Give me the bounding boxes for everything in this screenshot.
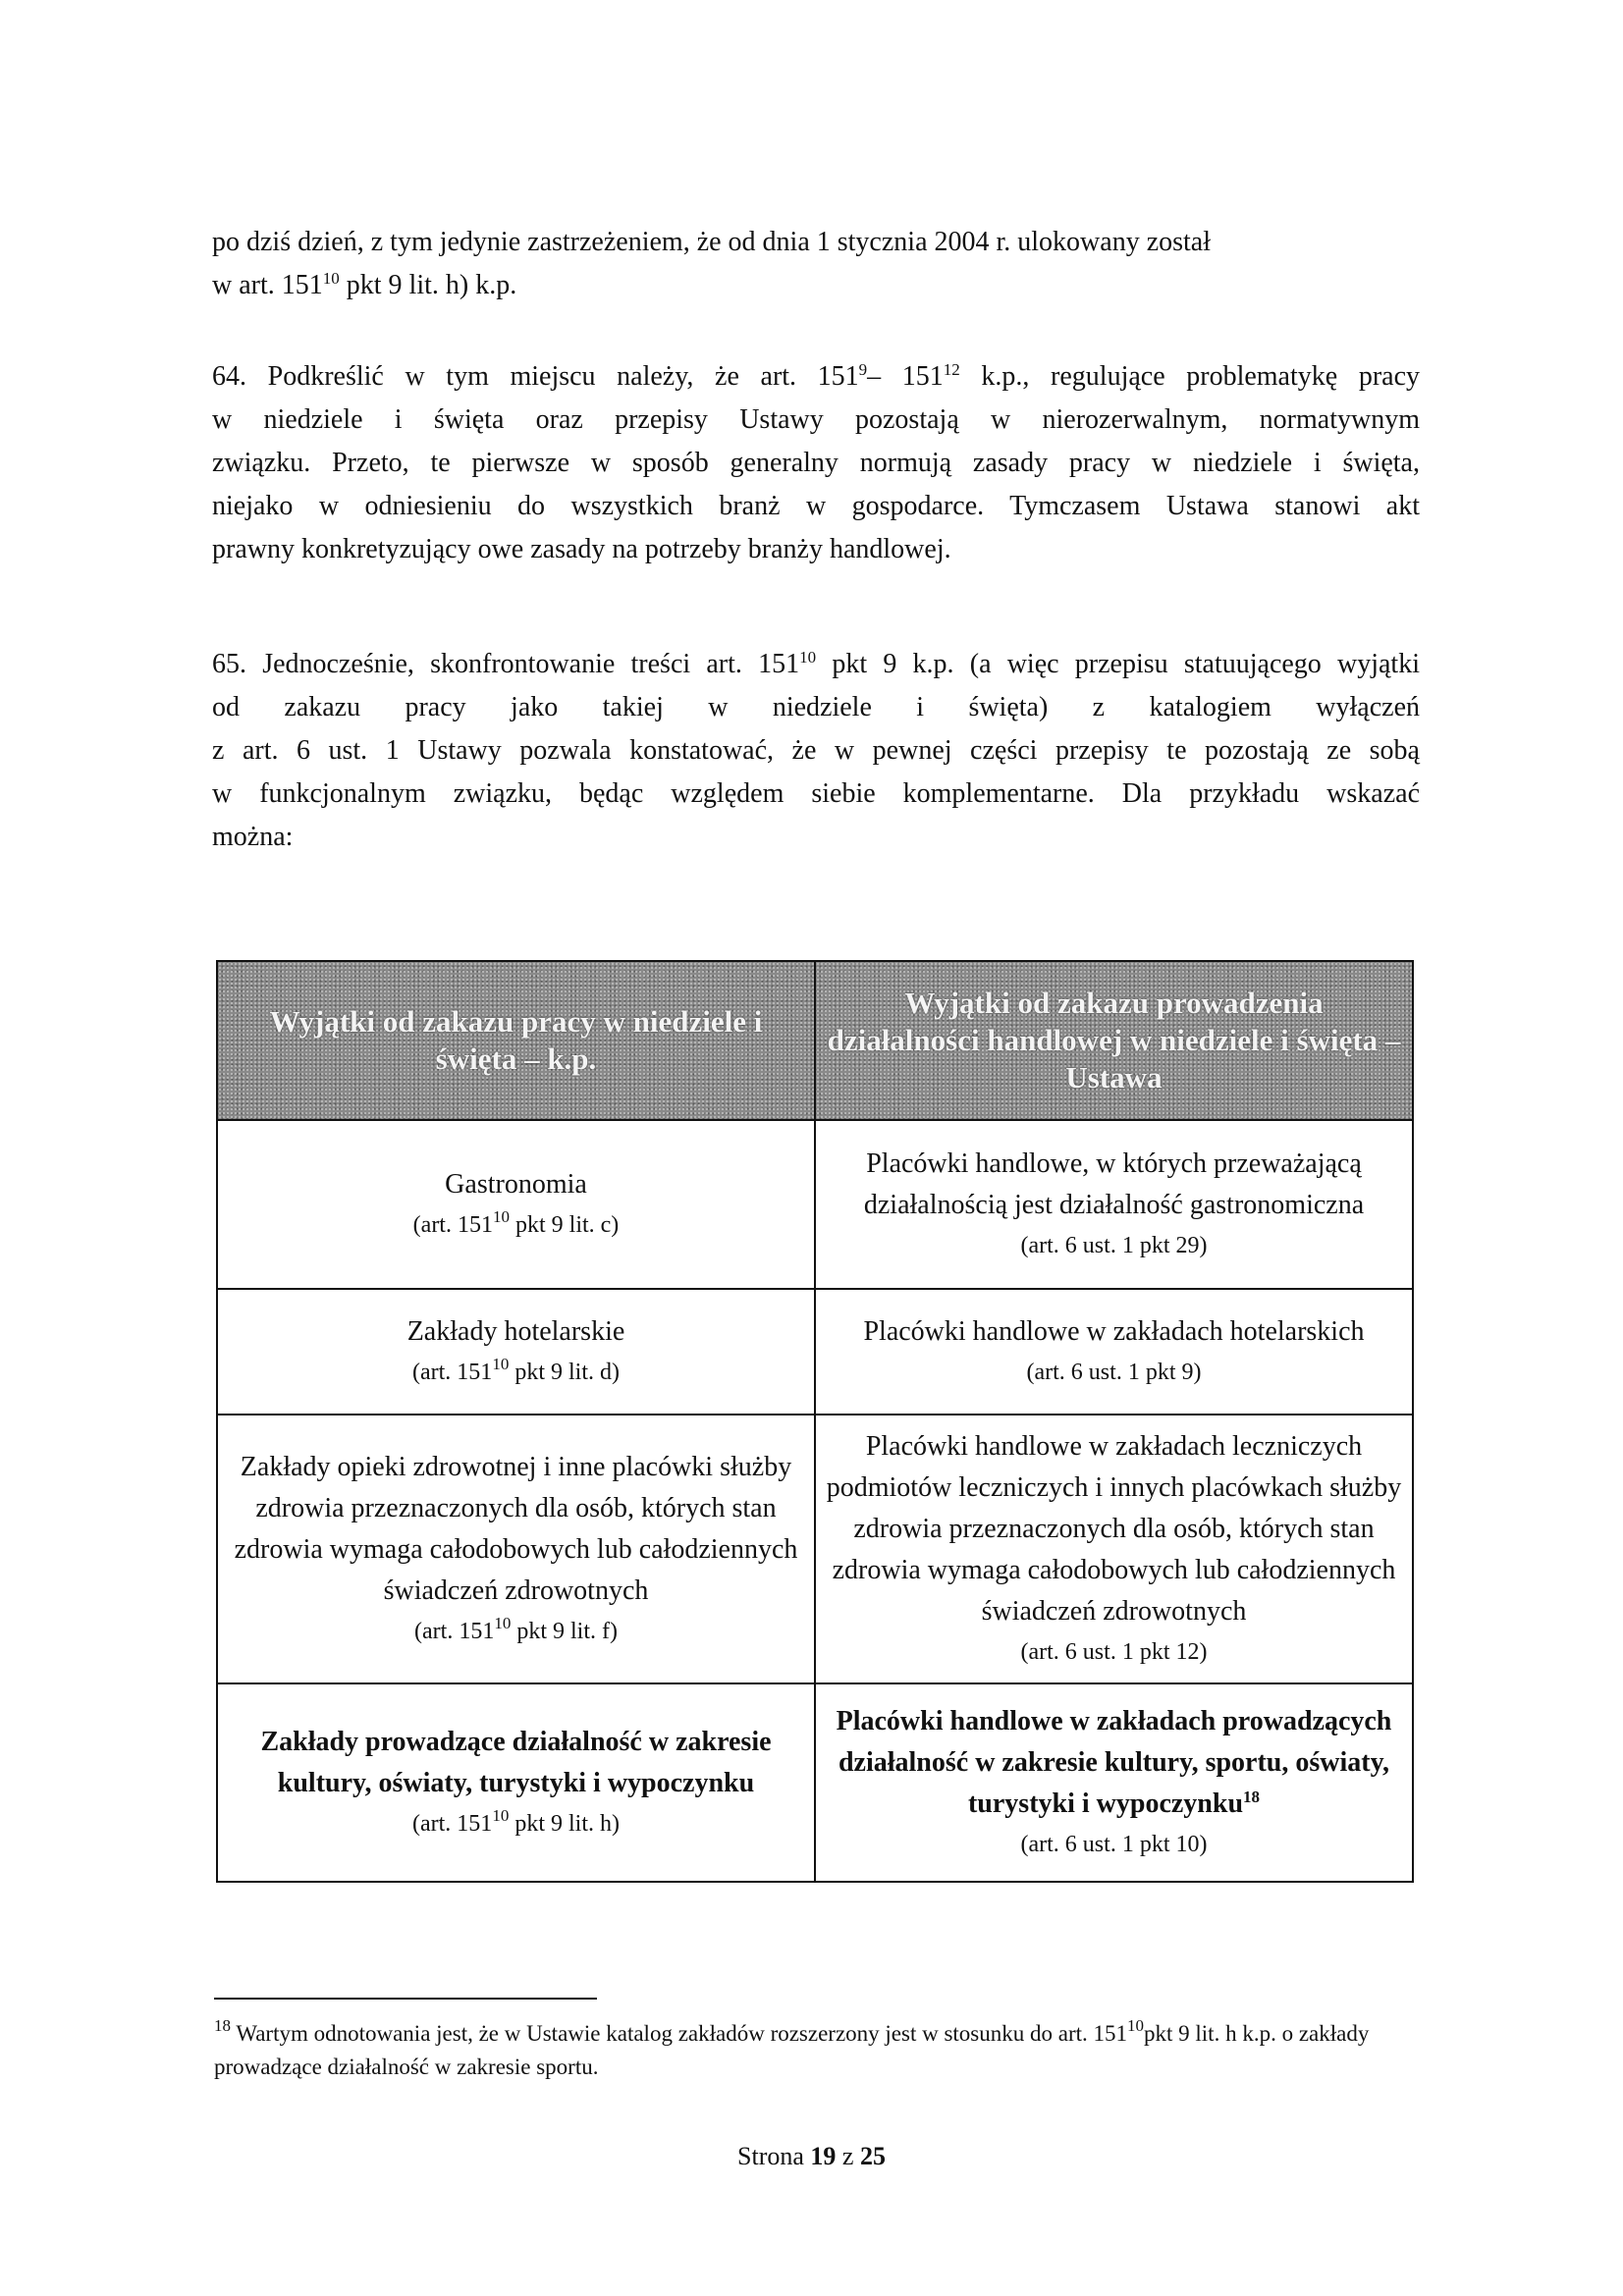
cell-kp	[217, 1289, 815, 1415]
cell-reference: (art. 6 ust. 1 pkt 29)	[1020, 1233, 1208, 1258]
text-fragment: pkt 9 lit. h k.p. o zakłady prowadzące działalność w zakresie sportu.	[214, 2021, 1370, 2079]
text-line: w niedziele i święta oraz przepisy Ustawy pozostają w nierozerwalnym, normatywnym	[212, 404, 1420, 435]
text-fragment: Placówki handlowe w zakładach prowadzących działalność w zakresie kultury, sportu, oświaty, turystyki i wypoczynku	[836, 1706, 1392, 1819]
footnote	[214, 2017, 1417, 2084]
superscript: 9	[858, 360, 868, 379]
footnote-reference[interactable]: 18	[1243, 1788, 1261, 1806]
text-fragment: (art. 151	[412, 1212, 493, 1238]
text-fragment: w art. 151	[212, 270, 323, 300]
text-fragment: 64. Podkreślić w tym miejscu należy, że art. 151	[212, 361, 859, 392]
text-fragment: (art. 151	[414, 1619, 495, 1644]
text-line: z art. 6 ust. 1 Ustawy pozwala konstatować, że w pewnej części przepisy te pozostają ze sobą	[212, 735, 1420, 766]
cell-reference	[228, 1612, 804, 1651]
cell-ustawa	[815, 1120, 1413, 1289]
text-fragment: pkt 9 lit. d)	[509, 1360, 620, 1385]
page-label: Strona	[737, 2142, 804, 2170]
cell-reference: (art. 6 ust. 1 pkt 12)	[1020, 1639, 1208, 1665]
text-fragment: pkt 9 lit. f)	[511, 1619, 618, 1644]
cell-name: Zakłady opieki zdrowotnej i inne placówki służby zdrowia przeznaczonych dla osób, których stan zdrowia wymaga całodobowych lub całodziennych świadczeń zdrowotnych	[234, 1452, 798, 1606]
text-line: prawny konkretyzujący owe zasady na potrzeby branży handlowej.	[212, 534, 951, 564]
text-line: niejako w odniesieniu do wszystkich branż w gospodarce. Tymczasem Ustawa stanowi akt	[212, 491, 1420, 521]
cell-ustawa	[815, 1289, 1413, 1415]
cell-reference: (art. 6 ust. 1 pkt 10)	[1020, 1832, 1208, 1857]
cell-kp	[217, 1683, 815, 1882]
comparison-table	[216, 960, 1414, 1883]
cell-name: Placówki handlowe, w których przeważającą działalnością jest działalność gastronomiczna	[863, 1148, 1365, 1220]
cell-name	[826, 1701, 1402, 1825]
text-fragment: pkt 9 lit. c)	[509, 1212, 620, 1238]
cell-kp	[217, 1415, 815, 1683]
paragraph-continuation	[212, 221, 1420, 307]
superscript: 10	[492, 1355, 510, 1373]
table-row	[217, 1683, 1413, 1882]
text-line	[212, 643, 1420, 686]
header-ustawa: Wyjątki od zakazu prowadzenia działalności handlowej w niedziele i święta – Ustawa	[815, 961, 1413, 1120]
page-number	[0, 2142, 1623, 2171]
superscript: 10	[492, 1806, 510, 1825]
text-fragment: pkt 9 k.p. (a więc przepisu statuującego wyjątki	[816, 649, 1420, 679]
cell-kp	[217, 1120, 815, 1289]
cell-reference	[228, 1353, 804, 1392]
text-fragment: (art. 151	[412, 1360, 493, 1385]
table-row	[217, 1120, 1413, 1289]
superscript: 10	[494, 1614, 512, 1632]
cell-reference	[228, 1205, 804, 1245]
text-fragment: pkt 9 lit. h) k.p.	[339, 270, 517, 300]
cell-ustawa	[815, 1683, 1413, 1882]
cell-name: Placówki handlowe w zakładach leczniczych podmiotów leczniczych i innych placówkach służby zdrowia przeznaczonych dla osób, których stan zdrowia wymaga całodobowych lub całodziennych świadczeń zdrowotnych	[826, 1431, 1402, 1627]
paragraph-64	[212, 355, 1420, 571]
superscript: 10	[799, 648, 817, 667]
table-header-row	[217, 961, 1413, 1120]
page-separator: z	[841, 2142, 854, 2170]
cell-name: Gastronomia	[445, 1169, 587, 1200]
page-total: 25	[859, 2142, 886, 2170]
text-fragment: k.p., regulujące problematykę pracy	[959, 361, 1420, 392]
text-line: można:	[212, 822, 294, 852]
text-line: po dziś dzień, z tym jedynie zastrzeżeniem, że od dnia 1 stycznia 2004 r. ulokowany został	[212, 227, 1212, 257]
text-line: w funkcjonalnym związku, będąc względem siebie komplementarne. Dla przykładu wskazać	[212, 778, 1420, 809]
table-row	[217, 1415, 1413, 1683]
table-row	[217, 1289, 1413, 1415]
superscript: 12	[943, 360, 960, 379]
text-fragment: – 151	[867, 361, 944, 392]
text-fragment: 65. Jednocześnie, skonfrontowanie treści art. 151	[212, 649, 800, 679]
text-line: od zakazu pracy jako takiej w niedziele i święta) z katalogiem wyłączeń	[212, 692, 1420, 722]
cell-ustawa	[815, 1415, 1413, 1683]
text-line	[212, 355, 1420, 399]
page-current: 19	[810, 2142, 837, 2170]
text-line	[212, 264, 1420, 307]
cell-reference: (art. 6 ust. 1 pkt 9)	[1026, 1360, 1202, 1385]
footnote-mark: 18	[214, 2016, 231, 2035]
superscript: 10	[1127, 2016, 1145, 2035]
superscript: 10	[492, 1207, 510, 1226]
text-fragment: Wartym odnotowania jest, że w Ustawie katalog zakładów rozszerzony jest w stosunku do art. 151	[231, 2021, 1128, 2046]
footnote-separator	[214, 1998, 597, 2000]
text-fragment: (art. 151	[412, 1811, 493, 1837]
cell-name: Placówki handlowe w zakładach hotelarskich	[863, 1316, 1365, 1347]
text-line: związku. Przeto, te pierwsze w sposób generalny normują zasady pracy w niedziele i święta,	[212, 448, 1420, 478]
cell-reference	[228, 1804, 804, 1843]
superscript: 10	[322, 269, 340, 288]
text-fragment: pkt 9 lit. h)	[509, 1811, 620, 1837]
paragraph-65	[212, 643, 1420, 859]
cell-name: Zakłady prowadzące działalność w zakresie kultury, oświaty, turystyki i wypoczynku	[260, 1727, 772, 1798]
header-kp: Wyjątki od zakazu pracy w niedziele i święta – k.p.	[217, 961, 815, 1120]
cell-name: Zakłady hotelarskie	[406, 1316, 625, 1347]
